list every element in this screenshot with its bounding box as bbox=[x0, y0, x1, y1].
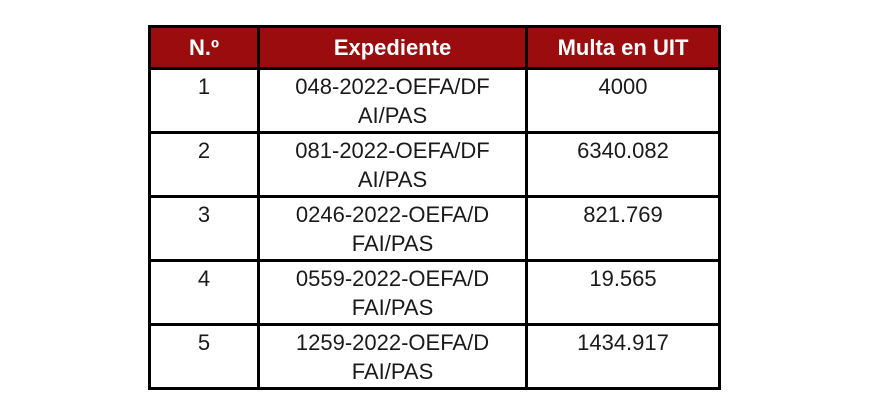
table-body bbox=[150, 69, 720, 389]
expediente-cell bbox=[259, 133, 527, 197]
expediente-cell bbox=[259, 325, 527, 389]
col-header-expediente: Expediente bbox=[259, 27, 527, 69]
fines-table bbox=[148, 25, 721, 390]
table-row bbox=[150, 197, 720, 261]
expediente-cell bbox=[259, 69, 527, 133]
multa-cell: 4000 bbox=[527, 69, 720, 133]
row-num-cell: 4 bbox=[150, 261, 259, 325]
multa-cell: 821.769 bbox=[527, 197, 720, 261]
expediente-line: FAI/PAS bbox=[351, 231, 434, 256]
table-header bbox=[150, 27, 720, 69]
expediente-cell bbox=[259, 197, 527, 261]
table-row bbox=[150, 69, 720, 133]
expediente-line: FAI/PAS bbox=[351, 359, 434, 384]
row-num-cell: 1 bbox=[150, 69, 259, 133]
expediente-line: 081-2022-OEFA/DF bbox=[295, 138, 490, 163]
row-num-cell: 5 bbox=[150, 325, 259, 389]
expediente-line: AI/PAS bbox=[357, 103, 428, 128]
row-num-cell: 2 bbox=[150, 133, 259, 197]
expediente-line: 0559-2022-OEFA/D bbox=[295, 266, 490, 291]
table-row bbox=[150, 325, 720, 389]
header-row bbox=[150, 27, 720, 69]
multa-cell: 19.565 bbox=[527, 261, 720, 325]
expediente-line: FAI/PAS bbox=[351, 295, 434, 320]
table-row bbox=[150, 133, 720, 197]
expediente-line: AI/PAS bbox=[357, 167, 428, 192]
col-header-num: N.º bbox=[150, 27, 259, 69]
expediente-line: 0246-2022-OEFA/D bbox=[295, 202, 490, 227]
table-row bbox=[150, 261, 720, 325]
multa-cell: 6340.082 bbox=[527, 133, 720, 197]
expediente-line: 1259-2022-OEFA/D bbox=[295, 330, 490, 355]
multa-cell: 1434.917 bbox=[527, 325, 720, 389]
col-header-multa: Multa en UIT bbox=[527, 27, 720, 69]
expediente-cell bbox=[259, 261, 527, 325]
row-num-cell: 3 bbox=[150, 197, 259, 261]
expediente-line: 048-2022-OEFA/DF bbox=[295, 74, 490, 99]
